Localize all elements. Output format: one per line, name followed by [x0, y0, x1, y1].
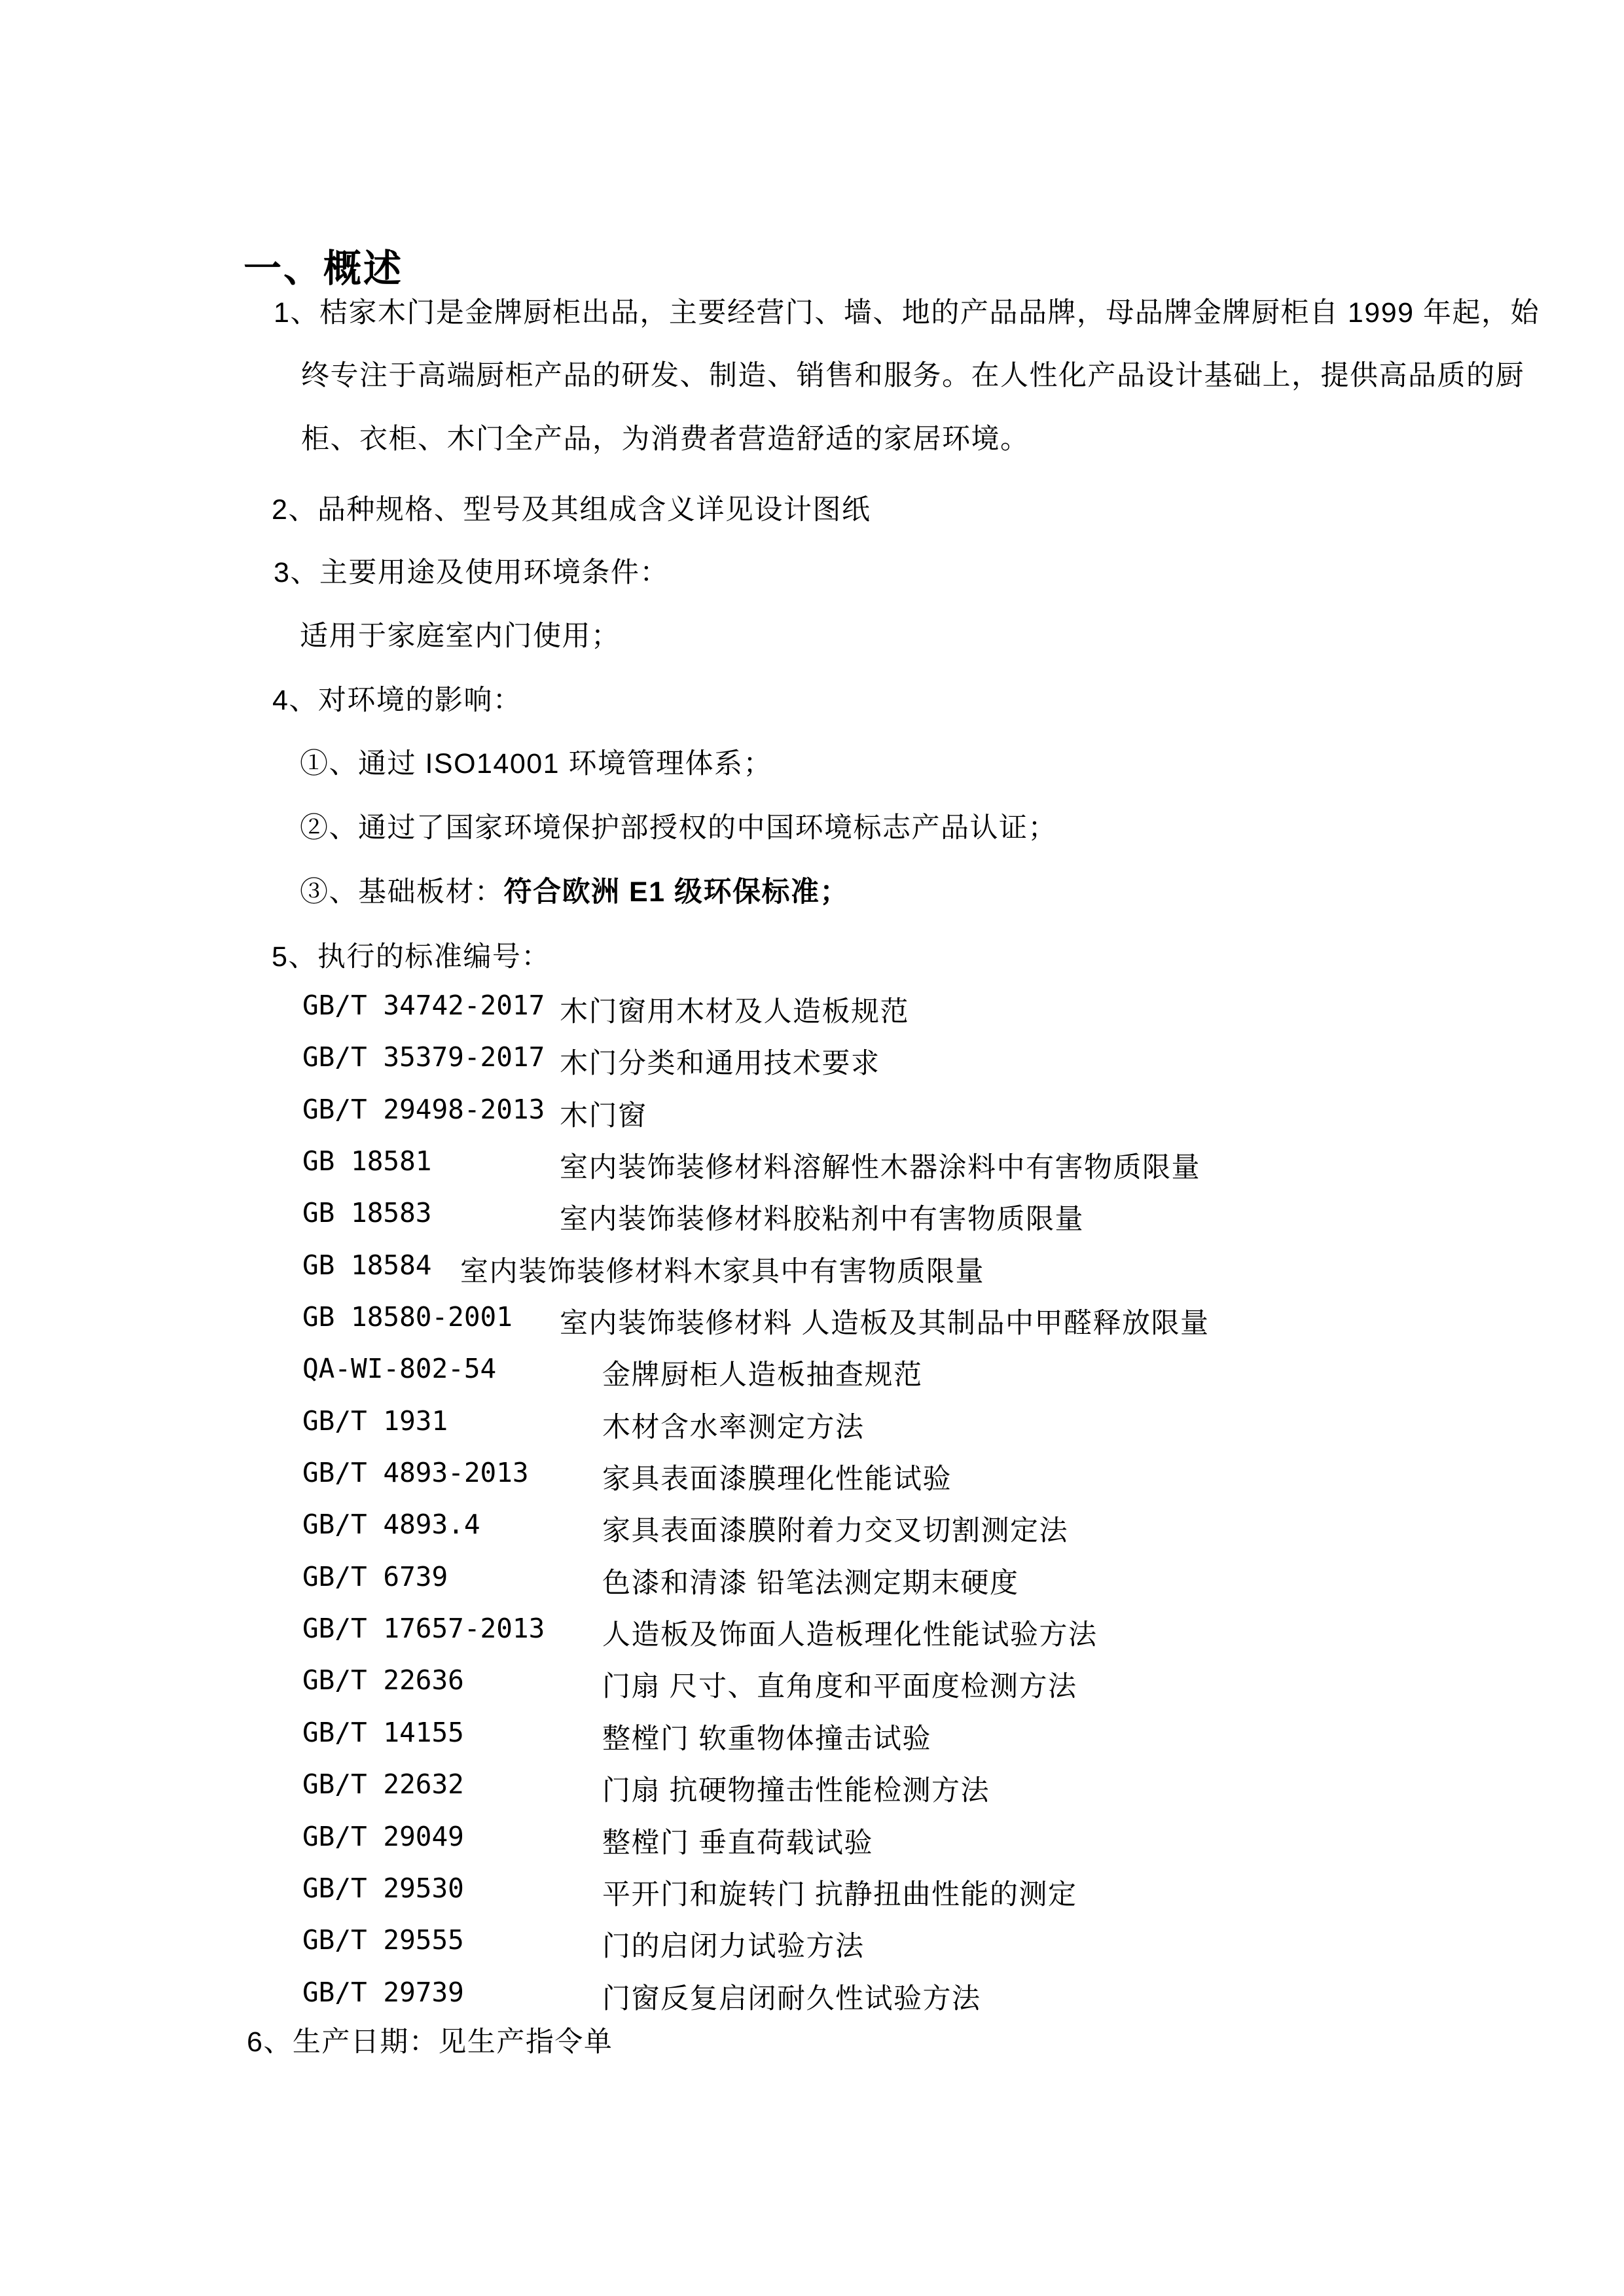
standard-desc: 整樘门 垂直荷载试验: [602, 1827, 873, 1859]
standard-code: GB/T 29530: [302, 1872, 464, 1904]
list-item-4-sub-3: [300, 875, 849, 910]
standard-row: [302, 1509, 1068, 1560]
paragraph-1-line-1: 1、桔家木门是金牌厨柜出品，主要经营门、墙、地的产品品牌，母品牌金牌厨柜自 1999 年起，始: [274, 297, 1540, 329]
standard-code: GB/T 22632: [302, 1768, 464, 1801]
standard-desc: 室内装饰装修材料溶解性木器涂料中有害物质限量: [560, 1152, 1200, 1184]
standard-row: [302, 1301, 1210, 1353]
paragraph-1-line-2: 终专注于高端厨柜产品的研发、制造、销售和服务。在人性化产品设计基础上，提供高品质的厨: [301, 360, 1525, 391]
standard-desc: 人造板及饰面人造板理化性能试验方法: [602, 1619, 1098, 1651]
standard-row: [302, 1768, 990, 1820]
standard-code: GB/T 34742-2017: [302, 990, 545, 1021]
standard-desc: 门窗反复启闭耐久性试验方法: [602, 1982, 981, 2015]
standard-code: GB 18581: [302, 1145, 432, 1177]
standard-row: [302, 1820, 873, 1873]
standard-code: GB/T 17657-2013: [302, 1613, 545, 1645]
list-item-2: 2、品种规格、型号及其组成含义详见设计图纸: [272, 494, 871, 526]
standard-code: GB/T 22636: [302, 1664, 464, 1696]
standard-row: [302, 1457, 952, 1509]
standard-desc: 门扇 抗硬物撞击性能检测方法: [602, 1775, 990, 1807]
list-item-4-sub-2: ②、通过了国家环境保护部授权的中国环境标志产品认证；: [300, 812, 1057, 844]
standard-code: GB 18583: [302, 1197, 432, 1229]
list-item-6: 6、生产日期：见生产指令单: [247, 2026, 613, 2058]
standard-row: [302, 1872, 1077, 1924]
standard-desc: 金牌厨柜人造板抽查规范: [602, 1359, 923, 1391]
standard-row: [302, 1197, 1084, 1249]
standards-list: [302, 990, 1210, 2028]
standard-desc: 木门分类和通用技术要求: [560, 1048, 880, 1080]
standard-code: QA-WI-802-54: [302, 1353, 497, 1385]
standard-desc: 木门窗用木材及人造板规范: [560, 996, 909, 1028]
standard-code: GB 18580-2001: [302, 1301, 513, 1333]
standard-row: [302, 1924, 865, 1976]
standard-desc: 木材含水率测定方法: [602, 1411, 865, 1443]
standard-row: [302, 1664, 1077, 1716]
standard-code: GB/T 1931: [302, 1405, 448, 1437]
standard-row: [302, 1560, 1019, 1613]
standard-row: [302, 1249, 984, 1301]
standard-desc: 色漆和清漆 铅笔法测定期末硬度: [602, 1567, 1019, 1599]
standard-code: GB/T 14155: [302, 1716, 464, 1748]
standard-row: [302, 1613, 1098, 1664]
paragraph-1-line-3: 柜、衣柜、木门全产品，为消费者营造舒适的家居环境。: [301, 423, 1030, 455]
list-item-4-sub-3-prefix: ③、基础板材：: [300, 876, 504, 908]
list-item-3-sub: 适用于家庭室内门使用；: [300, 620, 621, 652]
list-item-4-sub-3-emphasis: 符合欧洲 E1 级环保标准；: [503, 876, 849, 908]
standard-code: GB/T 4893.4: [302, 1509, 480, 1541]
standard-code: GB/T 29498-2013: [302, 1093, 545, 1125]
standard-desc: 室内装饰装修材料胶粘剂中有害物质限量: [560, 1204, 1084, 1236]
standard-code: GB 18584: [302, 1249, 432, 1281]
standard-row: [302, 1353, 923, 1405]
standard-code: GB/T 29049: [302, 1820, 464, 1852]
standard-row: [302, 1041, 880, 1093]
standard-desc: 家具表面漆膜附着力交叉切割测定法: [602, 1515, 1068, 1547]
standard-desc: 整樘门 软重物体撞击试验: [602, 1723, 931, 1755]
standard-desc: 室内装饰装修材料木家具中有害物质限量: [460, 1255, 984, 1287]
standard-code: GB/T 29739: [302, 1976, 464, 2008]
list-item-3: 3、主要用途及使用环境条件：: [274, 557, 669, 588]
list-item-4-sub-1: ①、通过 ISO14001 环境管理体系；: [300, 748, 773, 780]
standard-code: GB/T 29555: [302, 1924, 464, 1956]
standard-desc: 家具表面漆膜理化性能试验: [602, 1463, 952, 1496]
standard-row: [302, 1976, 981, 2028]
standard-desc: 门扇 尺寸、直角度和平面度检测方法: [602, 1671, 1077, 1703]
standard-row: [302, 1093, 647, 1145]
standard-code: GB/T 4893-2013: [302, 1457, 529, 1489]
standard-code: GB/T 6739: [302, 1560, 448, 1592]
standard-row: [302, 990, 909, 1041]
standard-desc: 木门窗: [560, 1100, 647, 1132]
list-item-4: 4、对环境的影响：: [272, 685, 522, 716]
standard-code: GB/T 35379-2017: [302, 1041, 545, 1073]
section-heading: 一、概述: [244, 247, 404, 290]
standard-row: [302, 1145, 1200, 1197]
standard-desc: 门的启闭力试验方法: [602, 1931, 865, 1963]
list-item-5: 5、执行的标准编号：: [272, 941, 550, 973]
standard-desc: 室内装饰装修材料 人造板及其制品中甲醛释放限量: [560, 1308, 1210, 1340]
standard-row: [302, 1405, 865, 1457]
standard-row: [302, 1716, 931, 1768]
standard-desc: 平开门和旋转门 抗静扭曲性能的测定: [602, 1878, 1077, 1910]
